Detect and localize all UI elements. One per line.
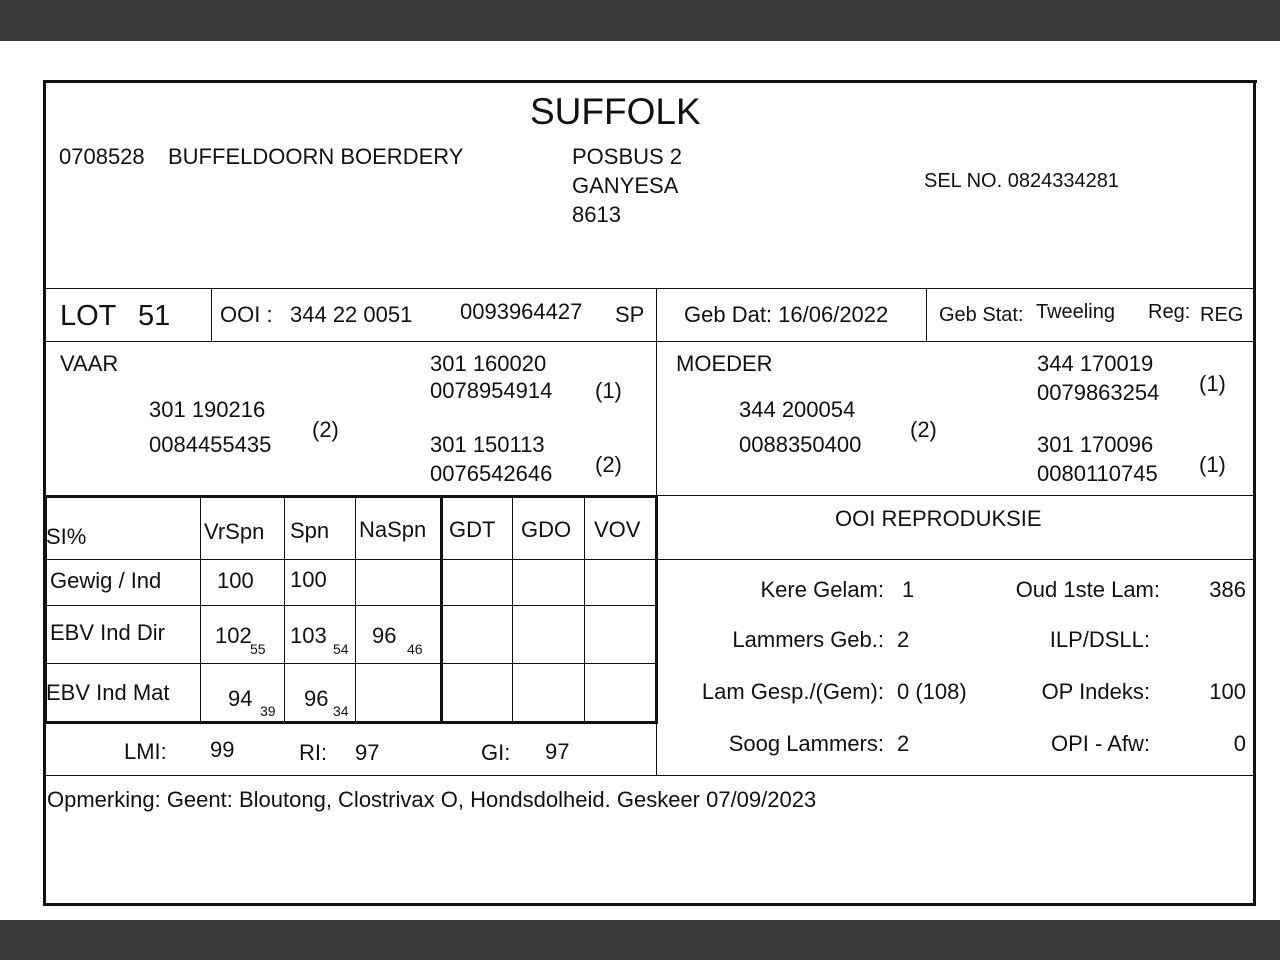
- ewe-label: OOI :: [220, 302, 273, 327]
- sire-num: 0084455435: [149, 432, 272, 457]
- dam-num: 0088350400: [739, 432, 862, 457]
- gi-label: GI:: [481, 740, 511, 765]
- row3-vrspn: 94: [228, 686, 253, 711]
- address-line-3: 8613: [572, 202, 621, 227]
- dam-id: 344 200054: [739, 397, 856, 422]
- sire-code: (2): [312, 417, 339, 442]
- oud-value: 386: [1209, 577, 1246, 602]
- lot-number: 51: [138, 300, 171, 332]
- dam-dam-code: (1): [1199, 452, 1226, 477]
- ewe-type: SP: [615, 302, 645, 327]
- sire-dam-num: 0076542646: [430, 461, 553, 486]
- repro-title: OOI REPRODUKSIE: [835, 506, 1042, 531]
- sire-id: 301 190216: [149, 397, 266, 422]
- lot-label: LOT: [60, 300, 117, 332]
- row2-spn: 103: [290, 623, 327, 648]
- table-col1: [200, 498, 201, 721]
- dam-dam-id: 301 170096: [1037, 432, 1154, 457]
- opi-label: OPI - Afw:: [1050, 731, 1150, 756]
- rule-indices-bottom: [46, 775, 1253, 776]
- sire-sire-id: 301 160020: [430, 351, 547, 376]
- sire-dam-id: 301 150113: [430, 432, 545, 457]
- rule-date-divider: [926, 289, 927, 341]
- row3-spn-acc: 34: [333, 703, 349, 719]
- address-line-2: GANYESA: [572, 173, 679, 198]
- row1-label: Gewig / Ind: [50, 568, 162, 593]
- birth-date: Geb Dat: 16/06/2022: [684, 302, 889, 327]
- header-naspn: NaSpn: [359, 517, 427, 542]
- row2-vrspn-acc: 55: [250, 641, 266, 657]
- lam-gesp-value: 0 (108): [897, 679, 967, 704]
- sire-dam-code: (2): [595, 452, 622, 477]
- lam-gesp-label: Lam Gesp./(Gem):: [701, 679, 884, 704]
- ri-label: RI:: [299, 740, 328, 765]
- sire-label: VAAR: [60, 351, 119, 376]
- card-border-top: [43, 80, 1257, 83]
- oud-label: Oud 1ste Lam:: [1015, 577, 1160, 602]
- row1-spn: 100: [290, 567, 327, 592]
- header-vov: VOV: [594, 517, 641, 542]
- row2-naspn: 96: [372, 623, 397, 648]
- opi-value: 0: [1233, 731, 1246, 756]
- dam-dam-num: 0080110745: [1037, 461, 1158, 486]
- ewe-id: 344 22 0051: [290, 302, 413, 327]
- rule-repro-title: [657, 559, 1253, 560]
- dam-sire-code: (1): [1199, 371, 1226, 396]
- card-border-bottom: [43, 903, 1256, 906]
- soog-value: 2: [897, 731, 910, 756]
- op-label: OP Indeks:: [1041, 679, 1150, 704]
- row2-naspn-acc: 46: [407, 641, 423, 657]
- table-col3: [355, 498, 356, 721]
- table-mid-thick: [440, 495, 443, 724]
- row2-label: EBV Ind Dir: [50, 620, 165, 645]
- gi-value: 97: [545, 739, 570, 764]
- ilp-label: ILP/DSLL:: [1049, 627, 1150, 652]
- header-gdo: GDO: [521, 517, 572, 542]
- card-border-right: [1253, 80, 1256, 906]
- ri-value: 97: [355, 740, 380, 765]
- row2-spn-acc: 54: [333, 641, 349, 657]
- table-row3: [46, 663, 656, 664]
- dam-code: (2): [910, 417, 937, 442]
- lmi-value: 99: [210, 737, 235, 762]
- table-row1: [46, 559, 656, 560]
- header-gdt: GDT: [449, 517, 496, 542]
- table-bottom: [44, 721, 658, 724]
- remark-text: Opmerking: Geent: Bloutong, Clostrivax O, Hondsdolheid. Geskeer 07/09/2023: [47, 787, 817, 812]
- dam-sire-num: 0079863254: [1037, 380, 1160, 405]
- table-row2: [46, 605, 656, 606]
- card-border-left: [43, 80, 46, 906]
- row3-spn: 96: [304, 686, 329, 711]
- breeder-name: BUFFELDOORN BOERDERY: [168, 144, 464, 169]
- row2-vrspn: 102: [215, 623, 252, 648]
- rule-lot-bottom: [46, 341, 1253, 342]
- table-col2: [284, 498, 285, 721]
- header-si: SI%: [46, 524, 87, 549]
- kere-gelam-label: Kere Gelam:: [760, 577, 884, 602]
- rule-lot-divider: [211, 289, 212, 341]
- rule-pedigree-center: [656, 342, 657, 495]
- table-col5: [512, 498, 513, 721]
- rule-header-bottom: [46, 288, 1253, 289]
- table-right: [655, 495, 658, 724]
- header-spn: Spn: [290, 518, 330, 543]
- dam-label: MOEDER: [676, 351, 773, 376]
- lammers-geb-label: Lammers Geb.:: [732, 627, 884, 652]
- row3-vrspn-acc: 39: [260, 703, 276, 719]
- table-top: [44, 495, 658, 498]
- row1-vrspn: 100: [217, 568, 254, 593]
- phone-number: SEL NO. 0824334281: [924, 170, 1119, 192]
- table-col6: [584, 498, 585, 721]
- address-line-1: POSBUS 2: [572, 144, 683, 169]
- ewe-barcode: 0093964427: [460, 299, 583, 324]
- lammers-geb-value: 2: [897, 627, 910, 652]
- lmi-label: LMI:: [124, 739, 167, 764]
- sire-sire-num: 0078954914: [430, 378, 553, 403]
- op-value: 100: [1209, 679, 1246, 704]
- reg-label: Reg:: [1148, 301, 1191, 323]
- reg-value: REG: [1200, 304, 1244, 326]
- row3-label: EBV Ind Mat: [46, 680, 170, 705]
- rule-ewe-divider: [656, 289, 657, 341]
- kere-gelam-value: 1: [902, 577, 915, 602]
- sire-sire-code: (1): [595, 378, 622, 403]
- breed-title: SUFFOLK: [530, 91, 701, 132]
- birth-status-label: Geb Stat:: [939, 304, 1024, 326]
- birth-status: Tweeling: [1036, 301, 1115, 323]
- breeder-code: 0708528: [59, 144, 145, 169]
- soog-label: Soog Lammers:: [728, 731, 884, 756]
- header-vrspn: VrSpn: [204, 519, 265, 544]
- dam-sire-id: 344 170019: [1037, 351, 1154, 376]
